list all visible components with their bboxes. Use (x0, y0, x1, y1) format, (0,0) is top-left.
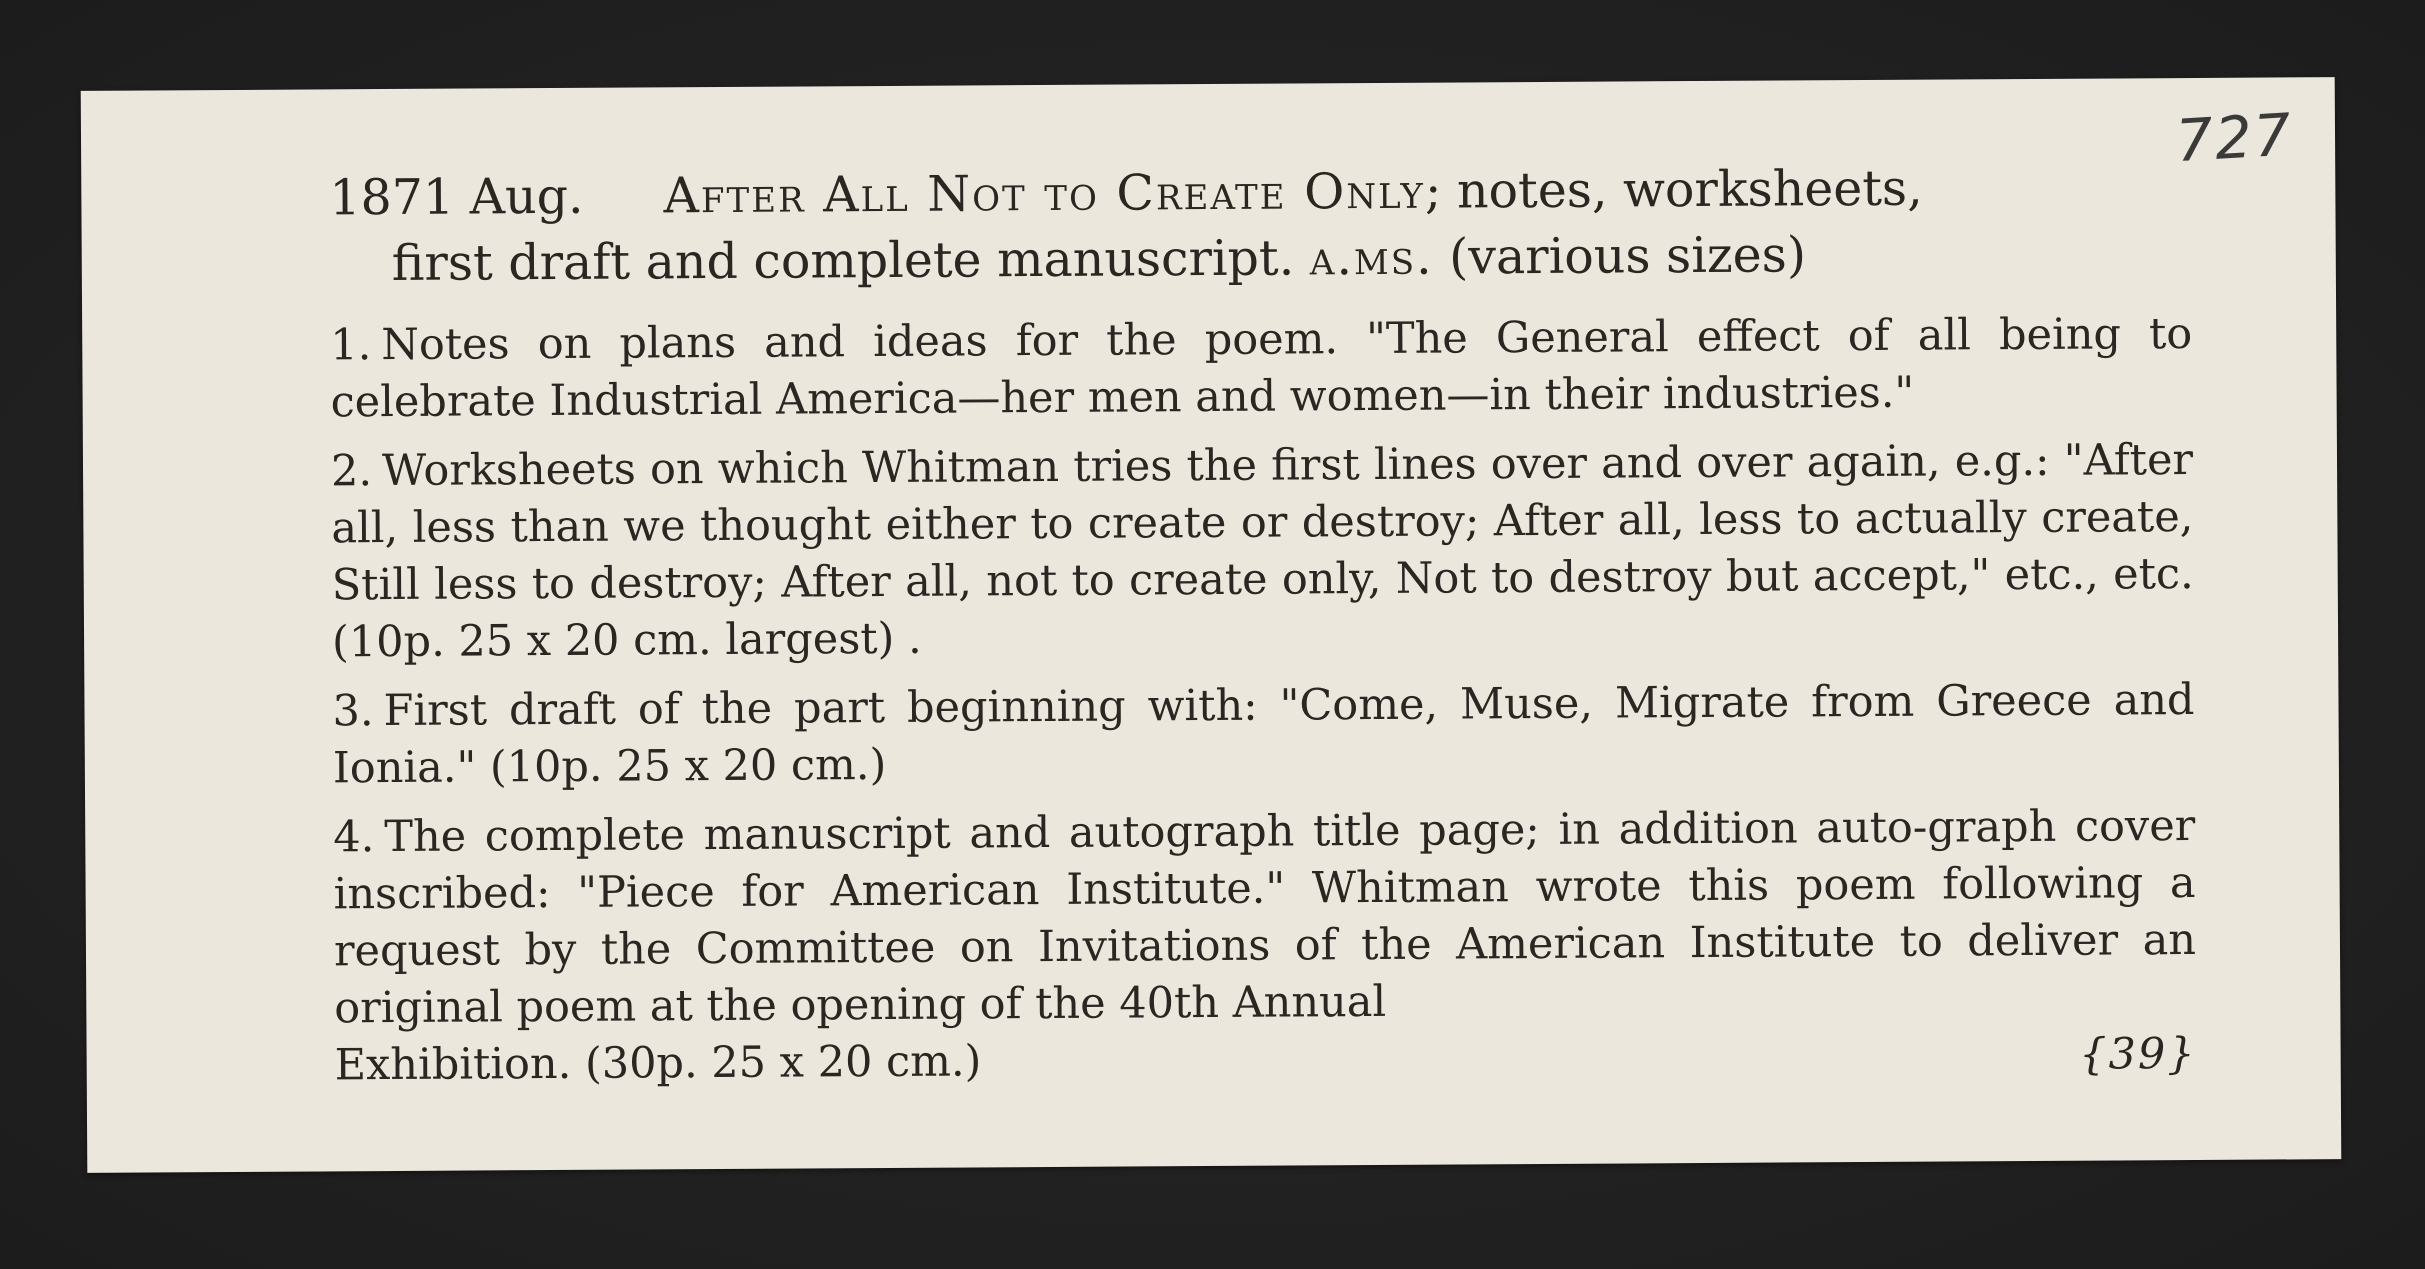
card-header (329, 154, 2190, 297)
header-line-1 (329, 154, 2189, 231)
catalog-card (81, 77, 2342, 1173)
header-description: ; notes, worksheets, (1424, 159, 1923, 220)
handwritten-catalog-number: 727 (2174, 100, 2295, 176)
entry-item-1 (330, 306, 2193, 431)
manuscript-type: a.ms. (1309, 228, 1434, 287)
entry-number: 2. (330, 446, 373, 497)
page-reference: {39} (2079, 1028, 2197, 1080)
entry-date: 1871 Aug. (329, 167, 584, 227)
header-line2-prefix: first draft and complete manuscript. (391, 229, 1310, 292)
entry-text: Notes on plans and ideas for the poem. "The General effect of all being to celebrate Industrial America—her men and women—in their industries." (330, 309, 2193, 428)
entry-item-4 (333, 798, 2197, 1094)
entry-text-last-line: Exhibition. (30p. 25 x 20 cm.) (334, 1036, 982, 1091)
entry-item-2 (331, 432, 2194, 671)
entry-text: The complete manuscript and autograph title page; in addition auto-graph cover inscribed: "Piece for American Institute." Whitman wrote this poem following a request by the Committee on Invitations of the American Institute to deliver an original poem at the opening of the 40th Annual (333, 800, 2197, 1034)
entry-item-3 (332, 672, 2195, 797)
header-sizes: (various sizes) (1433, 226, 1807, 286)
poem-title: After All Not to Create Only (663, 162, 1426, 225)
entry-text: Worksheets on which Whitman tries the first lines over and over again, e.g.: "After all, less than we thought either to create or destroy; After all, less to actually create, Still less to destroy; After all, not to create only, Not to destroy but accept," etc., etc. (10p. 25 x 20 cm. largest) . (331, 434, 2194, 668)
entry-number: 3. (332, 686, 374, 737)
entry-text: First draft of the part beginning with: "Come, Muse, Migrate from Greece and Ionia." (10p. 25 x 20 cm.) (332, 674, 2195, 794)
entry-list (330, 306, 2197, 1106)
entry-number: 4. (333, 812, 375, 863)
entry-number: 1. (330, 320, 372, 371)
header-line-2 (330, 220, 2190, 297)
entry-4-last-line (335, 1026, 2197, 1094)
